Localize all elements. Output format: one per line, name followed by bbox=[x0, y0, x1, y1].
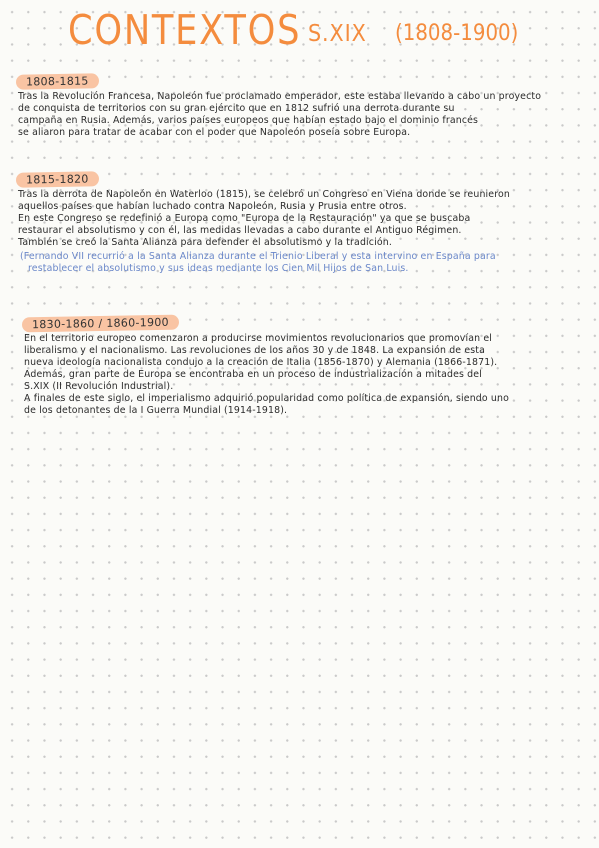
text-line: En el territorio europeo comenzaron a producirse movimientos revolucionarios que promovían el bbox=[24, 333, 493, 344]
text-line: aquellos países que habían luchado contra Napoleón, Rusia y Prusia entre otros. bbox=[18, 201, 407, 212]
text-line: se aliaron para tratar de acabar con el poder que Napoleón poseía sobre Europa. bbox=[18, 127, 411, 138]
section-paragraph bbox=[24, 333, 592, 417]
text-line: restaurar el absolutismo y con él, las medidas llevadas a cabo durante el Antiguo Régimen. bbox=[18, 225, 462, 236]
section-paragraph bbox=[18, 91, 592, 139]
section-1808-1815 bbox=[14, 70, 592, 139]
text-line: Además, gran parte de Europa se encontraba en un proceso de industrialización a mitades del bbox=[24, 369, 482, 380]
text-line: A finales de este siglo, el imperialismo adquirió popularidad como política de expansión, siendo uno bbox=[24, 393, 509, 404]
text-line: de conquista de territorios con su gran ejército que en 1812 sufrió una derrota durante su bbox=[18, 103, 455, 114]
text-line: También se creó la Santa Alianza para defender el absolutismo y la tradición. bbox=[18, 237, 392, 248]
note-paragraph bbox=[20, 251, 592, 275]
text-line: liberalismo y el nacionalismo. Las revoluciones de los años 30 y de 1848. La expansión de esta bbox=[24, 345, 486, 356]
note-line: restablecer el absolutismo y sus ideas mediante los Cien Mil Hijos de San Luis. bbox=[28, 263, 409, 274]
text-line: nueva ideología nacionalista condujo a la creación de Italia (1856-1870) y Alemania (1866-1871). bbox=[24, 357, 498, 368]
section-heading: 1808-1815 bbox=[16, 73, 99, 89]
section-heading: 1830-1860 / 1860-1900 bbox=[22, 315, 179, 333]
text-line: S.XIX (II Revolución Industrial). bbox=[24, 381, 174, 392]
section-1815-1820 bbox=[14, 168, 592, 275]
title-century: S.XIX bbox=[308, 21, 367, 47]
page-title bbox=[68, 6, 588, 58]
note-line: (Fernando VII recurrió a la Santa Alianza durante el Trienio Liberal y esta intervino en España para bbox=[20, 251, 496, 262]
text-line: Tras la derrota de Napoleón en Waterloo (1815), se celebró un Congreso en Viena donde se reunieron bbox=[18, 189, 510, 200]
title-main: CONTEXTOS bbox=[68, 6, 302, 54]
text-line: campaña en Rusia. Además, varios países europeos que habían estado bajo el dominio francés bbox=[18, 115, 479, 126]
text-line: Tras la Revolución Francesa, Napoleón fue proclamado emperador, este estaba llevando a cabo un proyecto bbox=[18, 91, 542, 102]
text-line: En este Congreso se redefinió a Europa como "Europa de la Restauración" ya que se buscaba bbox=[18, 213, 471, 224]
section-paragraph bbox=[18, 189, 592, 249]
title-years: (1808-1900) bbox=[395, 21, 519, 46]
section-1830-1900 bbox=[14, 312, 592, 417]
text-line: de los detonantes de la I Guerra Mundial (1914-1918). bbox=[24, 405, 288, 416]
section-heading: 1815-1820 bbox=[16, 171, 99, 187]
